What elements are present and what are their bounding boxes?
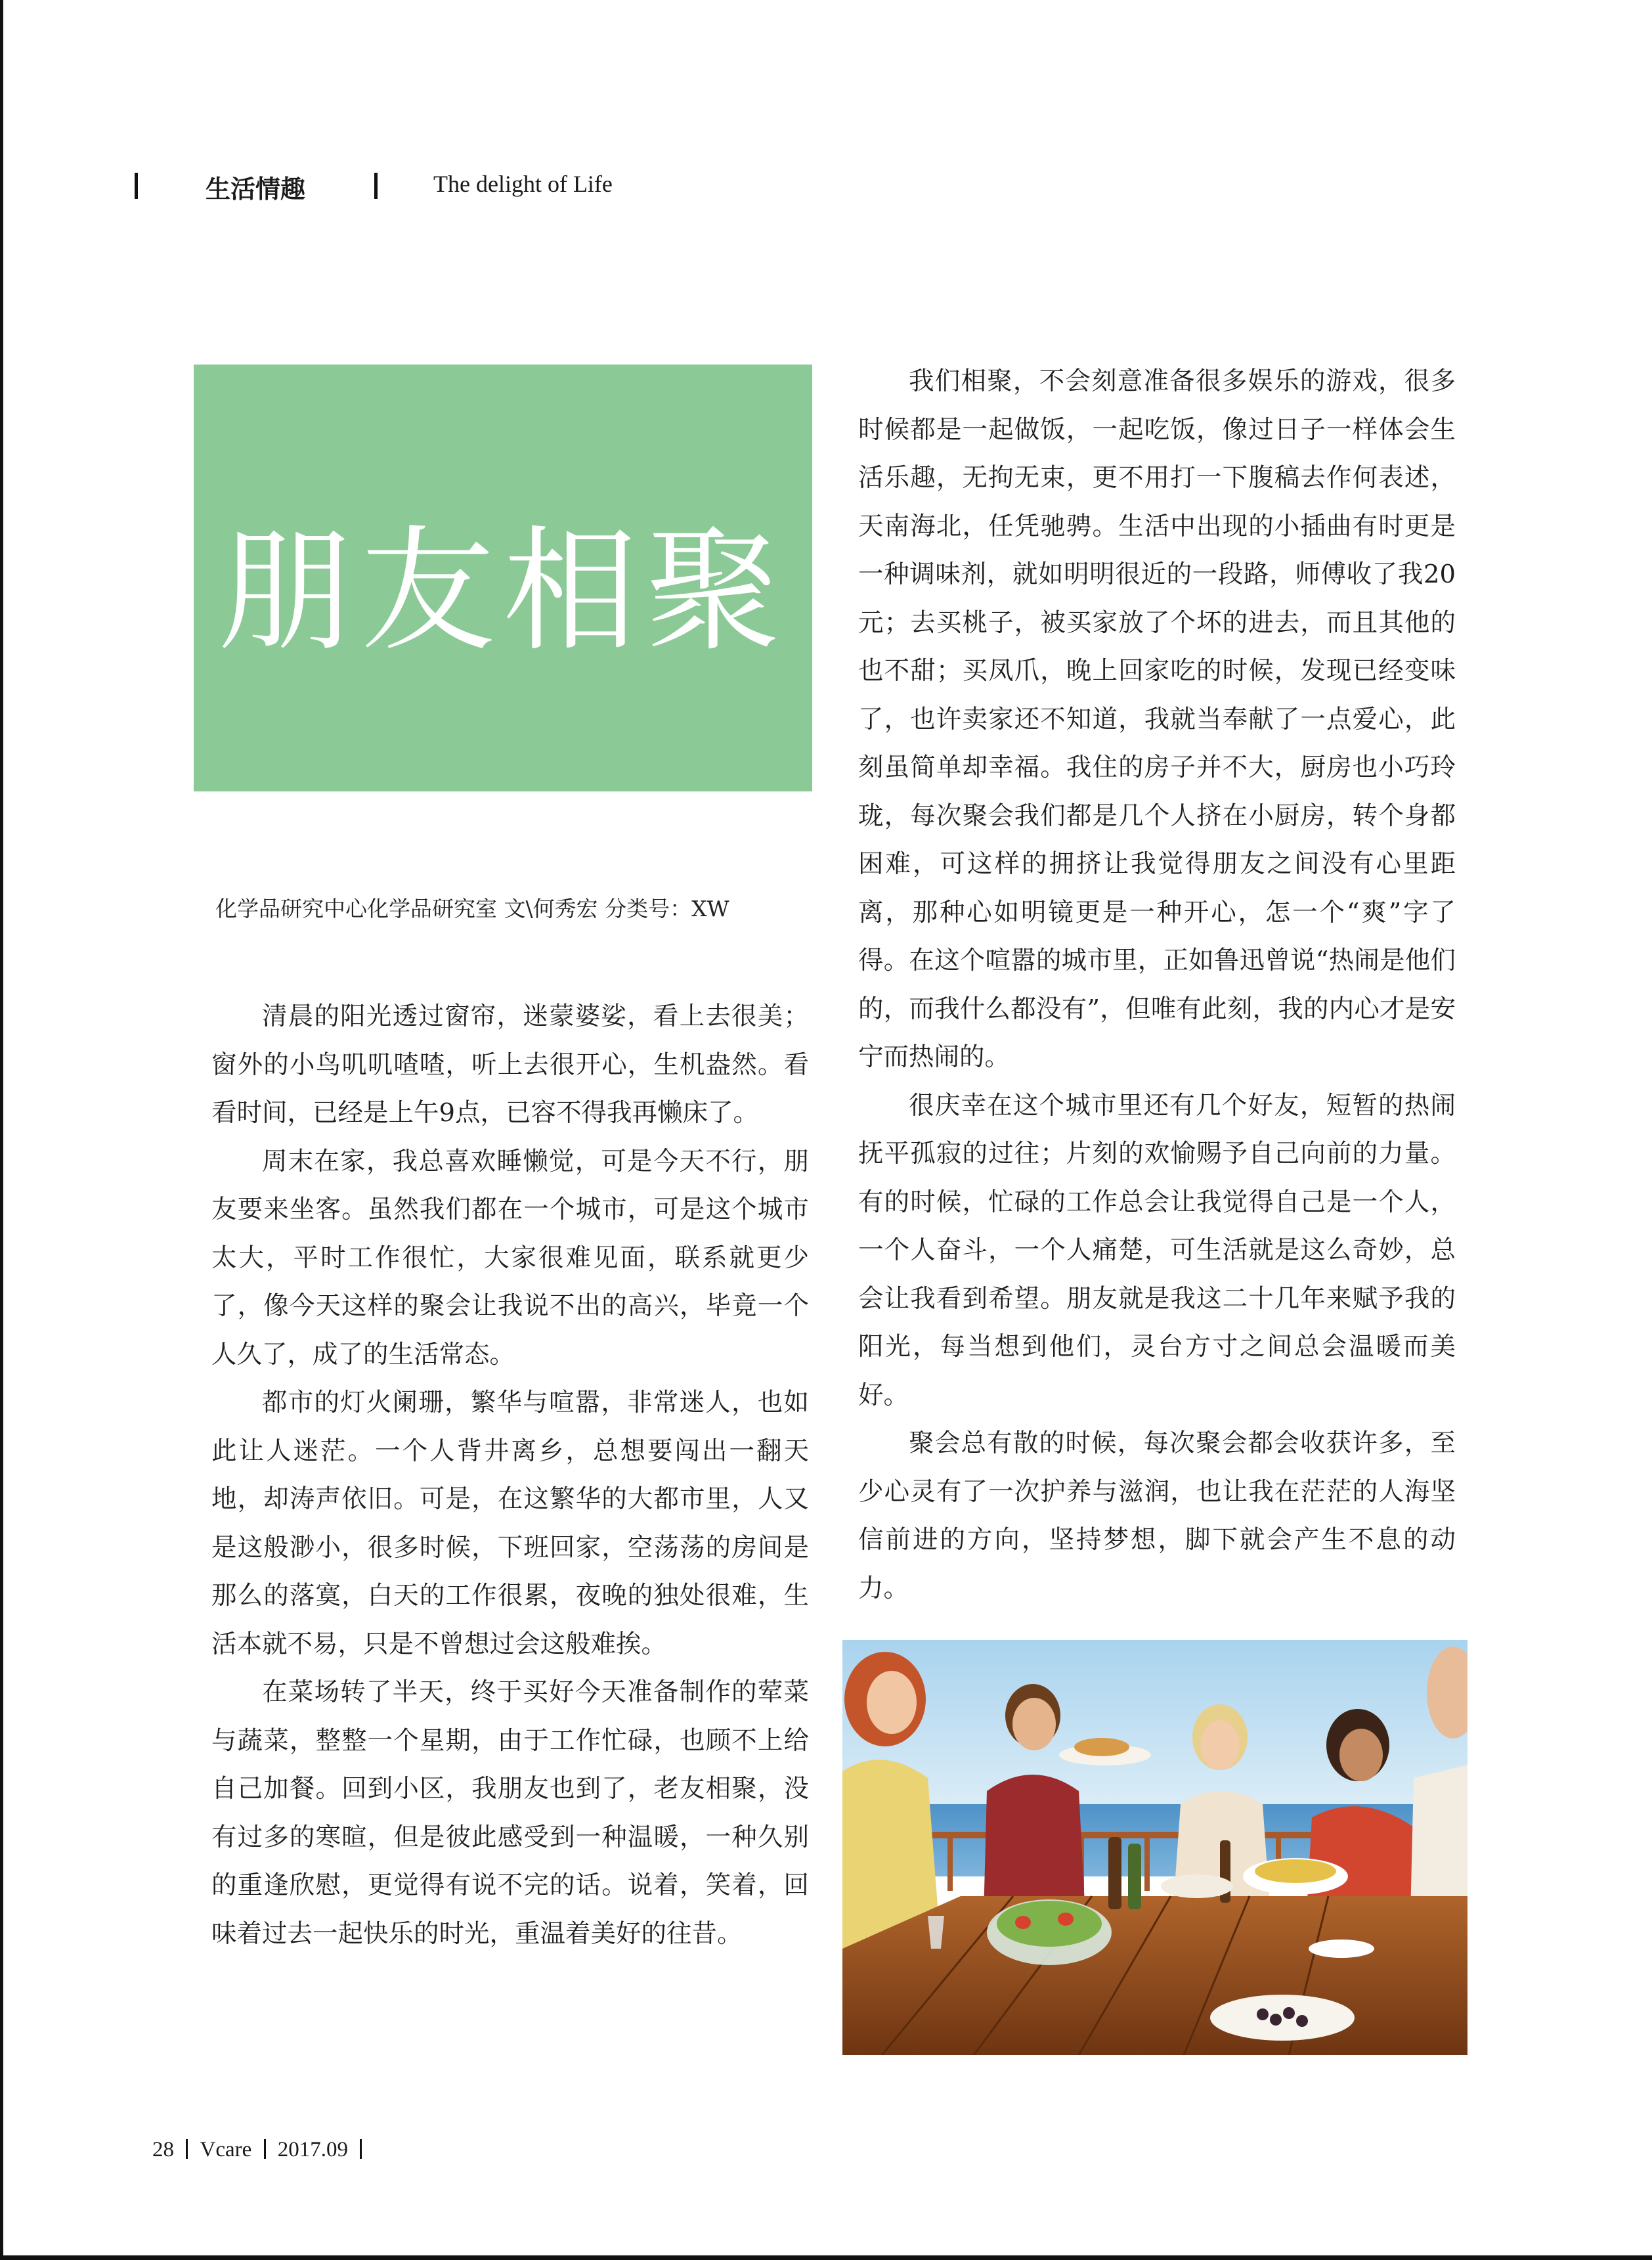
photo-illustration (842, 1640, 1467, 2055)
running-header (135, 167, 791, 207)
paragraph: 周末在家，我总喜欢睡懒觉，可是今天不行，朋友要来坐客。虽然我们都在一个城市，可是这个城市太大，平时工作很忙，大家很难见面，联系就更少了，像今天这样的聚会让我说不出的高兴，毕竟一个人久了，成了的生活常态。 (211, 1146, 809, 1369)
friends-dining-photo (842, 1640, 1467, 2055)
section-subtitle: The delight of Life (433, 171, 613, 197)
footer-divider (186, 2139, 188, 2159)
page-frame-left-edge (0, 0, 3, 2260)
header-divider (374, 173, 378, 199)
article-title-box (194, 365, 812, 791)
left-column (211, 992, 809, 1958)
paragraph: 很庆幸在这个城市里还有几个好友，短暂的热闹抚平孤寂的过往；片刻的欢愉赐予自己向前的力量。有的时候，忙碌的工作总会让我觉得自己是一个人，一个人奋斗，一个人痛楚，可生活就是这么奇妙，总会让我看到希望。朋友就是我这二十几年来赋予我的阳光，每当想到他们，灵台方寸之间总会温暖而美好。 (858, 1090, 1456, 1410)
paragraph: 我们相聚，不会刻意准备很多娱乐的游戏，很多时候都是一起做饭，一起吃饭，像过日子一样体会生活乐趣，无拘无束，更不用打一下腹稿去作何表述，天南海北，任凭驰骋。生活中出现的小插曲有时更是一种调味剂，就如明明很近的一段路，师傅收了我20元；去买桃子，被买家放了个坏的进去，而且其他的也不甜；买凤爪，晚上回家吃的时候，发现已经变味了，也许卖家还不知道，我就当奉献了一点爱心，此刻虽简单却幸福。我住的房子并不大，厨房也小巧玲珑，每次聚会我们都是几个人挤在小厨房，转个身都困难，可这样的拥挤让我觉得朋友之间没有心里距离，那种心如明镜更是一种开心，怎一个“爽”字了得。在这个喧嚣的城市里，正如鲁迅曾说“热闹是他们的，而我什么都没有”，但唯有此刻，我的内心才是安宁而热闹的。 (858, 366, 1456, 1072)
header-divider (135, 173, 138, 199)
page-number: 28 (152, 2138, 174, 2161)
paragraph: 都市的灯火阑珊，繁华与喧嚣，非常迷人，也如此让人迷茫。一个人背井离乡，总想要闯出一翻天地，却涛声依旧。可是，在这繁华的大都市里，人又是这般渺小，很多时候，下班回家，空荡荡的房间是那么的落寞，白天的工作很累，夜晚的独处很难，生活本就不易，只是不曾想过会这般难挨。 (211, 1388, 809, 1659)
article-title: 朋友相聚 (218, 514, 788, 670)
issue-date: 2017.09 (277, 2138, 349, 2161)
section-title: 生活情趣 (206, 175, 306, 204)
paragraph: 聚会总有散的时候，每次聚会都会收获许多，至少心灵有了一次护养与滋润，也让我在茫茫的人海坚信前进的方向，坚持梦想，脚下就会产生不息的动力。 (858, 1429, 1456, 1603)
page-frame-bottom-edge (0, 2255, 1652, 2260)
page-footer (152, 2138, 368, 2162)
paragraph: 清晨的阳光透过窗帘，迷蒙婆娑，看上去很美；窗外的小鸟叽叽喳喳，听上去很开心，生机盎然。看看时间，已经是上午9点，已容不得我再懒床了。 (211, 1002, 809, 1128)
paragraph: 在菜场转了半天，终于买好今天准备制作的荤菜与蔬菜，整整一个星期，由于工作忙碌，也顾不上给自己加餐。回到小区，我朋友也到了，老友相聚，没有过多的寒暄，但是彼此感受到一种温暖，一种久别的重逢欣慰，更觉得有说不完的话。说着，笑着，回味着过去一起快乐的时光，重温着美好的往昔。 (211, 1677, 809, 1949)
article-byline: 化学品研究中心化学品研究室 文\何秀宏 分类号：XW (215, 896, 729, 921)
footer-divider (264, 2139, 266, 2159)
footer-divider (360, 2139, 362, 2159)
right-column (858, 357, 1456, 1612)
magazine-name: Vcare (200, 2138, 252, 2161)
